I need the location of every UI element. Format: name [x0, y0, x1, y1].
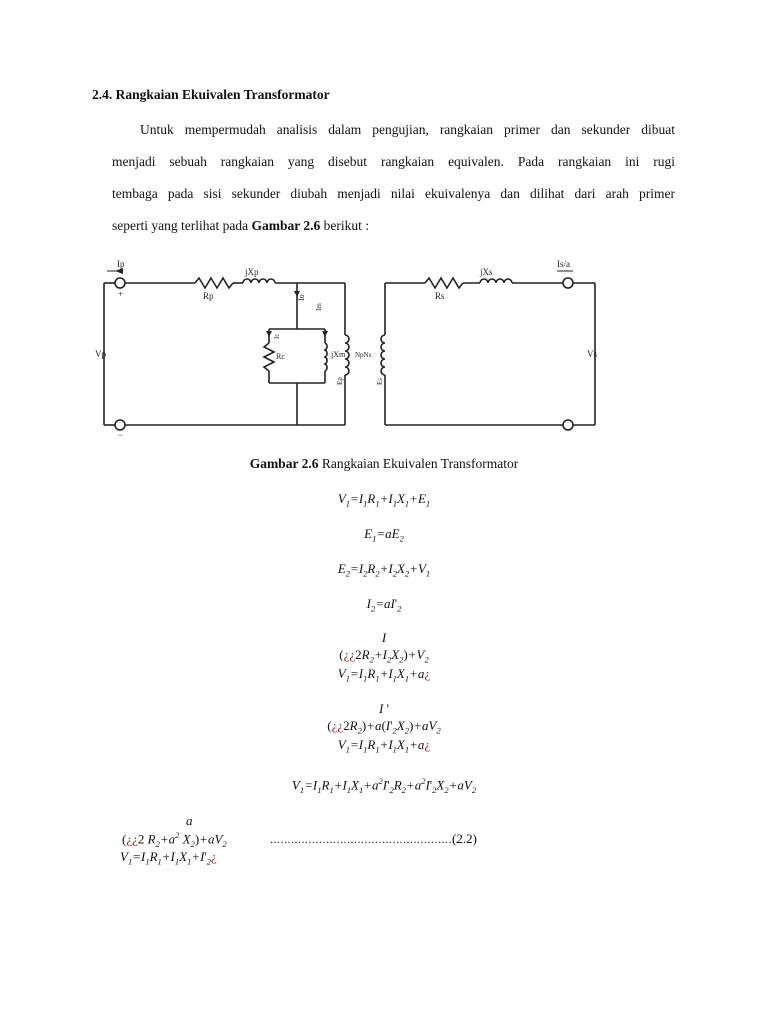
equation-leader-dots: ...................................................... [270, 832, 459, 846]
paragraph-line: menjadi sebuah rangkaian yang disebut rangkaian equivalen. Pada rangkaian ini rugi [112, 154, 675, 169]
paragraph-line: tembaga pada sisi sekunder diubah menjadi nilai ekuivalenya dan dilihat dari arah primer [112, 186, 675, 201]
jxs-label: jXs [480, 267, 493, 277]
jxs-inductor [480, 279, 512, 283]
equation-5-line2: $(¿¿2R_2+I_2X_2)+V_2$ [339, 647, 429, 665]
im-arrow [322, 331, 328, 337]
equation-number: (2.2) [452, 831, 477, 846]
body-paragraph [112, 114, 675, 242]
im-label: Im [315, 303, 323, 311]
equation-1: $V_1=I_1R_1+I_1X_1+E_1$ [337, 491, 431, 509]
npns-label: NpNs [355, 351, 372, 359]
vp-label: Vp [95, 349, 106, 359]
vs-label: Vs [587, 349, 598, 359]
jxm-label: jXm [331, 350, 346, 359]
equation-8-line2: (¿¿2 $R_2+a^2$ $X_2)+aV_2$ [122, 830, 227, 849]
equation-8-line1: a [186, 813, 193, 828]
rp-label: Rp [203, 291, 214, 301]
primary-winding [345, 335, 349, 375]
section-heading: 2.4. Rangkaian Ekuivalen Transformator [92, 87, 330, 102]
primary-terminal-top [115, 278, 125, 288]
rp-resistor [195, 278, 233, 288]
equation-4: $I_2=aI'_2$ [366, 596, 402, 614]
equation-6-line1: I ' [379, 701, 389, 716]
equation-5-line1: I [381, 630, 387, 645]
ip-label: Ip [117, 259, 125, 269]
figure-reference: Gambar 2.6 [251, 218, 321, 233]
rc-label: Rc [276, 352, 285, 361]
plus-label: + [118, 289, 124, 299]
equation-5-line3: $V_1=I_1R_1+I_1X_1+a¿$ [337, 666, 431, 684]
jxm-inductor [325, 343, 327, 371]
rs-resistor [425, 278, 463, 288]
equation-8-line3: $V_1=I_1R_1+I_1X_1+I'_2¿$ [120, 849, 217, 867]
equation-3: $E_2=I_2R_2+I_2X_2+V_1$ [337, 561, 431, 579]
equivalent-circuit-diagram [95, 255, 605, 440]
secondary-terminal-top [563, 278, 573, 288]
equation-7: $V_1=I_1R_1+I_1X_1+a^2I'_2R_2+a^2I'_2X_2+aV_2$ [291, 776, 477, 795]
paragraph-line: seperti yang terlihat pada Gambar 2.6 berikut : [112, 218, 369, 233]
rc-resistor [264, 343, 274, 371]
jxp-label: jXp [245, 267, 259, 277]
equation-2: $E_1=aE_2$ [364, 526, 404, 544]
equation-6-line2: $(¿¿2R_2)+a(I'_2X_2)+aV_2$ [327, 718, 441, 736]
io-label: Io [297, 294, 306, 301]
ic-label: Ic [273, 333, 281, 339]
paragraph-line: Untuk mempermudah analisis dalam pengujian, rangkaian primer dan sekunder dibuat [140, 122, 675, 137]
secondary-winding [381, 335, 385, 375]
rs-label: Rs [435, 291, 445, 301]
es-label: Es [376, 378, 384, 385]
ic-arrow [266, 331, 272, 337]
primary-terminal-bottom [115, 420, 125, 430]
isa-label: Is/a [557, 259, 570, 269]
minus-label: − [118, 430, 124, 440]
jxp-inductor [243, 279, 275, 283]
equation-6-line3: $V_1=I_1R_1+I_1X_1+a¿$ [337, 737, 431, 755]
figure-caption: Gambar 2.6 Rangkaian Ekuivalen Transformator [249, 456, 519, 471]
ep-label: Ep [336, 377, 344, 385]
secondary-terminal-bottom [563, 420, 573, 430]
